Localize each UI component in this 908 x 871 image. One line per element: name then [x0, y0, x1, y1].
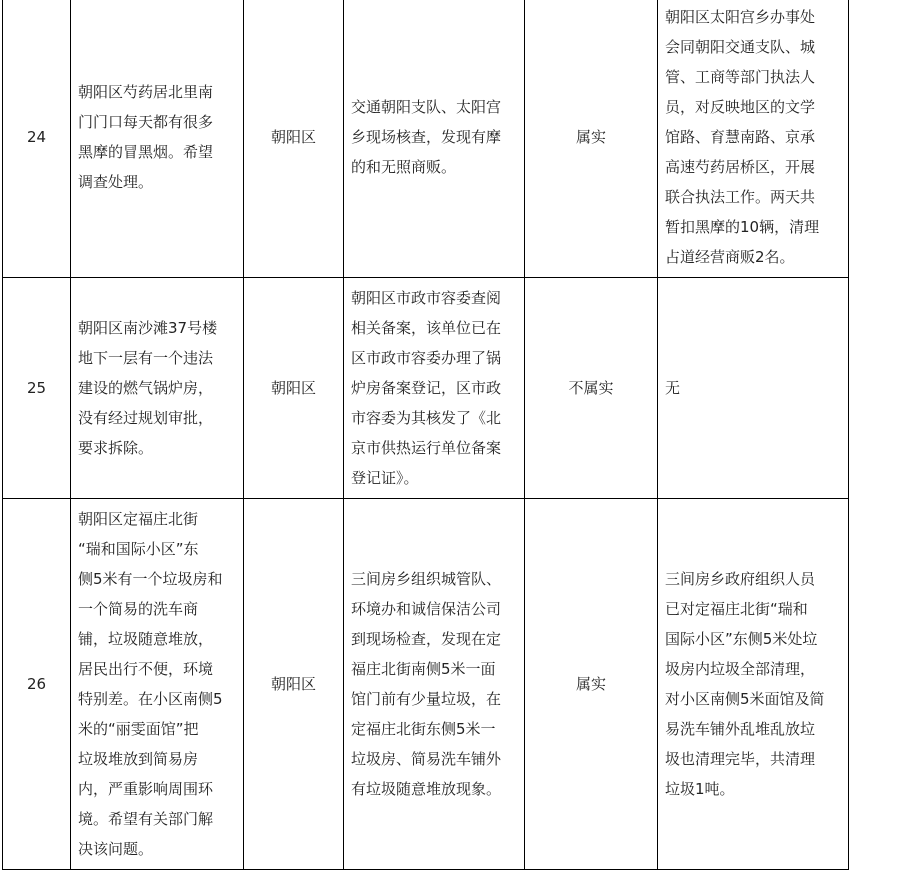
cell-text-line: 垃圾1吨。	[665, 780, 735, 798]
cell-text-line: 侧5米有一个垃圾房和	[78, 570, 223, 588]
verdict-cell: 属实	[525, 499, 658, 870]
cell-text-line: “瑞和国际小区”东	[78, 540, 199, 558]
cell-text-line: 相关备案，该单位已在	[351, 319, 502, 337]
complaint-table	[2, 0, 849, 870]
cell-text-line: 要求拆除。	[78, 439, 154, 457]
cell-text-line: 炉房备案登记，区市政	[351, 379, 502, 397]
cell-text-line: 内，严重影响周围环	[78, 780, 214, 798]
handling-cell	[658, 0, 849, 278]
row-number: 25	[3, 278, 71, 499]
complaint-cell	[71, 0, 244, 278]
cell-text-line: 易洗车铺外乱堆乱放垃	[665, 720, 816, 738]
table-row	[3, 278, 849, 499]
cell-text-line: 朝阳区南沙滩37号楼	[78, 319, 218, 337]
cell-text-line: 境。希望有关部门解	[78, 810, 214, 828]
table-row	[3, 0, 849, 278]
cell-text-line: 国际小区”东侧5米处垃	[665, 630, 818, 648]
cell-text-line: 环境办和诚信保洁公司	[351, 600, 502, 618]
cell-text-line: 特别差。在小区南侧5	[78, 690, 223, 708]
investigation-cell	[344, 499, 525, 870]
cell-text-line: 圾也清理完毕，共清理	[665, 750, 816, 768]
investigation-cell	[344, 0, 525, 278]
cell-text-line: 调查处理。	[78, 173, 154, 191]
cell-text-line: 一个简易的洗车商	[78, 600, 199, 618]
cell-text-line: 三间房乡政府组织人员	[665, 570, 816, 588]
cell-text-line: 门门口每天都有很多	[78, 113, 214, 131]
cell-text-line: 有垃圾随意堆放现象。	[351, 780, 502, 798]
cell-text-line: 会同朝阳交通支队、城	[665, 38, 816, 56]
table-row	[3, 499, 849, 870]
complaint-cell	[71, 278, 244, 499]
cell-text-line: 决该问题。	[78, 840, 154, 858]
cell-text-line: 馆路、育慧南路、京承	[665, 128, 816, 146]
cell-text-line: 朝阳区太阳宫乡办事处	[665, 8, 816, 26]
cell-text-line: 京市供热运行单位备案	[351, 439, 502, 457]
row-number: 26	[3, 499, 71, 870]
cell-text-line: 居民出行不便，环境	[78, 660, 214, 678]
cell-text-line: 米的“丽雯面馆”把	[78, 720, 199, 738]
cell-text-line: 没有经过规划审批，	[78, 409, 214, 427]
complaint-cell	[71, 499, 244, 870]
cell-text-line: 无	[665, 379, 681, 397]
cell-text-line: 黑摩的冒黑烟。希望	[78, 143, 214, 161]
cell-text-line: 管、工商等部门执法人	[665, 68, 816, 86]
verdict-cell: 不属实	[525, 278, 658, 499]
cell-text-line: 的和无照商贩。	[351, 158, 457, 176]
handling-cell	[658, 278, 849, 499]
cell-text-line: 占道经营商贩2名。	[665, 248, 795, 266]
cell-text-line: 暂扣黑摩的10辆，清理	[665, 218, 820, 236]
cell-text-line: 朝阳区芍药居北里南	[78, 83, 214, 101]
cell-text-line: 福庄北街南侧5米一面	[351, 660, 496, 678]
cell-text-line: 铺，垃圾随意堆放，	[78, 630, 214, 648]
cell-text-line: 朝阳区定福庄北街	[78, 510, 199, 528]
cell-text-line: 到现场检查，发现在定	[351, 630, 502, 648]
cell-text-line: 定福庄北街东侧5米一	[351, 720, 496, 738]
cell-text-line: 员，对反映地区的文学	[665, 98, 816, 116]
cell-text-line: 朝阳区市政市容委查阅	[351, 289, 502, 307]
cell-text-line: 区市政市容委办理了锅	[351, 349, 502, 367]
cell-text-line: 地下一层有一个违法	[78, 349, 214, 367]
cell-text-line: 对小区南侧5米面馆及简	[665, 690, 825, 708]
district-cell: 朝阳区	[244, 0, 344, 278]
cell-text-line: 市容委为其核发了《北	[351, 409, 502, 427]
cell-text-line: 登记证》。	[351, 469, 419, 487]
cell-text-line: 垃圾堆放到简易房	[78, 750, 199, 768]
handling-cell	[658, 499, 849, 870]
verdict-cell: 属实	[525, 0, 658, 278]
cell-text-line: 圾房内垃圾全部清理，	[665, 660, 816, 678]
cell-text-line: 建设的燃气锅炉房，	[78, 379, 214, 397]
cell-text-line: 交通朝阳支队、太阳宫	[351, 98, 502, 116]
cell-text-line: 已对定福庄北街“瑞和	[665, 600, 808, 618]
row-number: 24	[3, 0, 71, 278]
cell-text-line: 馆门前有少量垃圾，在	[351, 690, 502, 708]
investigation-cell	[344, 278, 525, 499]
cell-text-line: 三间房乡组织城管队、	[351, 570, 502, 588]
cell-text-line: 联合执法工作。两天共	[665, 188, 816, 206]
cell-text-line: 高速芍药居桥区，开展	[665, 158, 816, 176]
district-cell: 朝阳区	[244, 278, 344, 499]
cell-text-line: 乡现场核查，发现有摩	[351, 128, 502, 146]
district-cell: 朝阳区	[244, 499, 344, 870]
cell-text-line: 垃圾房、简易洗车铺外	[351, 750, 502, 768]
